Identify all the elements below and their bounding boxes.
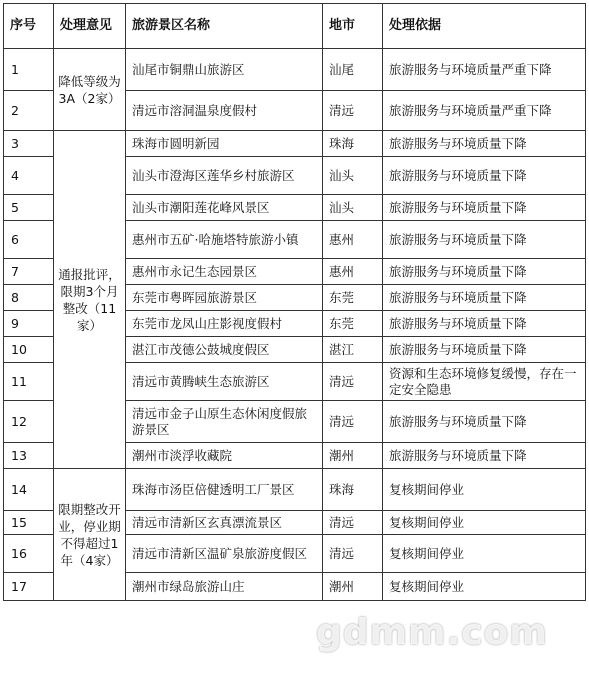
city-cell: 东莞	[323, 285, 383, 311]
basis-cell: 旅游服务与环境质量下降	[383, 157, 586, 195]
scenic-area-name: 汕头市潮阳莲花峰风景区	[126, 195, 323, 221]
row-number: 16	[4, 535, 54, 573]
city-cell: 潮州	[323, 573, 383, 601]
basis-cell: 复核期间停业	[383, 511, 586, 535]
row-number: 3	[4, 131, 54, 157]
scenic-area-name: 清远市清新区玄真漂流景区	[126, 511, 323, 535]
scenic-area-name: 清远市清新区温矿泉旅游度假区	[126, 535, 323, 573]
scenic-area-name: 汕尾市铜鼎山旅游区	[126, 49, 323, 91]
row-number: 1	[4, 49, 54, 91]
city-cell: 珠海	[323, 131, 383, 157]
opinion-cell: 限期整改开业，停业期不得超过1年（4家）	[54, 469, 126, 601]
basis-cell: 复核期间停业	[383, 573, 586, 601]
scenic-area-name: 珠海市圆明新园	[126, 131, 323, 157]
basis-cell: 旅游服务与环境质量下降	[383, 311, 586, 337]
city-cell: 清远	[323, 363, 383, 401]
city-cell: 惠州	[323, 221, 383, 259]
city-cell: 清远	[323, 511, 383, 535]
basis-cell: 旅游服务与环境质量严重下降	[383, 49, 586, 91]
basis-cell: 旅游服务与环境质量下降	[383, 443, 586, 469]
row-number: 14	[4, 469, 54, 511]
header-basis: 处理依据	[383, 4, 586, 49]
city-cell: 潮州	[323, 443, 383, 469]
scenic-area-name: 珠海市汤臣倍健透明工厂景区	[126, 469, 323, 511]
city-cell: 汕头	[323, 157, 383, 195]
city-cell: 珠海	[323, 469, 383, 511]
scenic-area-name: 清远市金子山原生态休闲度假旅游景区	[126, 401, 323, 443]
scenic-area-name: 东莞市龙凤山庄影视度假村	[126, 311, 323, 337]
row-number: 7	[4, 259, 54, 285]
basis-cell: 旅游服务与环境质量下降	[383, 221, 586, 259]
basis-cell: 旅游服务与环境质量严重下降	[383, 91, 586, 131]
table-row	[4, 469, 586, 511]
watermark: gdmm.com	[316, 612, 548, 653]
header-no: 序号	[4, 4, 54, 49]
scenic-area-name: 东莞市粤晖园旅游景区	[126, 285, 323, 311]
row-number: 6	[4, 221, 54, 259]
table-row	[4, 49, 586, 91]
scenic-area-name: 清远市溶洞温泉度假村	[126, 91, 323, 131]
header-row	[4, 4, 586, 49]
scenic-area-name: 惠州市五矿·哈施塔特旅游小镇	[126, 221, 323, 259]
row-number: 2	[4, 91, 54, 131]
scenic-area-name: 汕头市澄海区莲华乡村旅游区	[126, 157, 323, 195]
scenic-area-name: 湛江市茂德公鼓城度假区	[126, 337, 323, 363]
row-number: 10	[4, 337, 54, 363]
row-number: 8	[4, 285, 54, 311]
header-opinion: 处理意见	[54, 4, 126, 49]
row-number: 13	[4, 443, 54, 469]
table-body	[4, 49, 586, 601]
basis-cell: 旅游服务与环境质量下降	[383, 401, 586, 443]
header-city: 地市	[323, 4, 383, 49]
scenic-area-table	[3, 3, 586, 601]
row-number: 5	[4, 195, 54, 221]
basis-cell: 旅游服务与环境质量下降	[383, 337, 586, 363]
scenic-area-name: 潮州市淡浮收藏院	[126, 443, 323, 469]
basis-cell: 旅游服务与环境质量下降	[383, 285, 586, 311]
city-cell: 清远	[323, 535, 383, 573]
row-number: 11	[4, 363, 54, 401]
basis-cell: 旅游服务与环境质量下降	[383, 195, 586, 221]
scenic-area-name: 潮州市绿岛旅游山庄	[126, 573, 323, 601]
opinion-cell: 通报批评，限期3个月整改（11家）	[54, 131, 126, 469]
basis-cell: 复核期间停业	[383, 535, 586, 573]
row-number: 12	[4, 401, 54, 443]
row-number: 4	[4, 157, 54, 195]
city-cell: 汕头	[323, 195, 383, 221]
city-cell: 清远	[323, 401, 383, 443]
city-cell: 清远	[323, 91, 383, 131]
scenic-area-name: 清远市黄腾峡生态旅游区	[126, 363, 323, 401]
city-cell: 东莞	[323, 311, 383, 337]
row-number: 17	[4, 573, 54, 601]
basis-cell: 资源和生态环境修复缓慢，存在一定安全隐患	[383, 363, 586, 401]
header-name: 旅游景区名称	[126, 4, 323, 49]
basis-cell: 旅游服务与环境质量下降	[383, 259, 586, 285]
city-cell: 汕尾	[323, 49, 383, 91]
table-row	[4, 131, 586, 157]
city-cell: 惠州	[323, 259, 383, 285]
scenic-area-name: 惠州市永记生态园景区	[126, 259, 323, 285]
city-cell: 湛江	[323, 337, 383, 363]
row-number: 15	[4, 511, 54, 535]
row-number: 9	[4, 311, 54, 337]
basis-cell: 旅游服务与环境质量下降	[383, 131, 586, 157]
opinion-cell: 降低等级为 3A（2家）	[54, 49, 126, 131]
basis-cell: 复核期间停业	[383, 469, 586, 511]
